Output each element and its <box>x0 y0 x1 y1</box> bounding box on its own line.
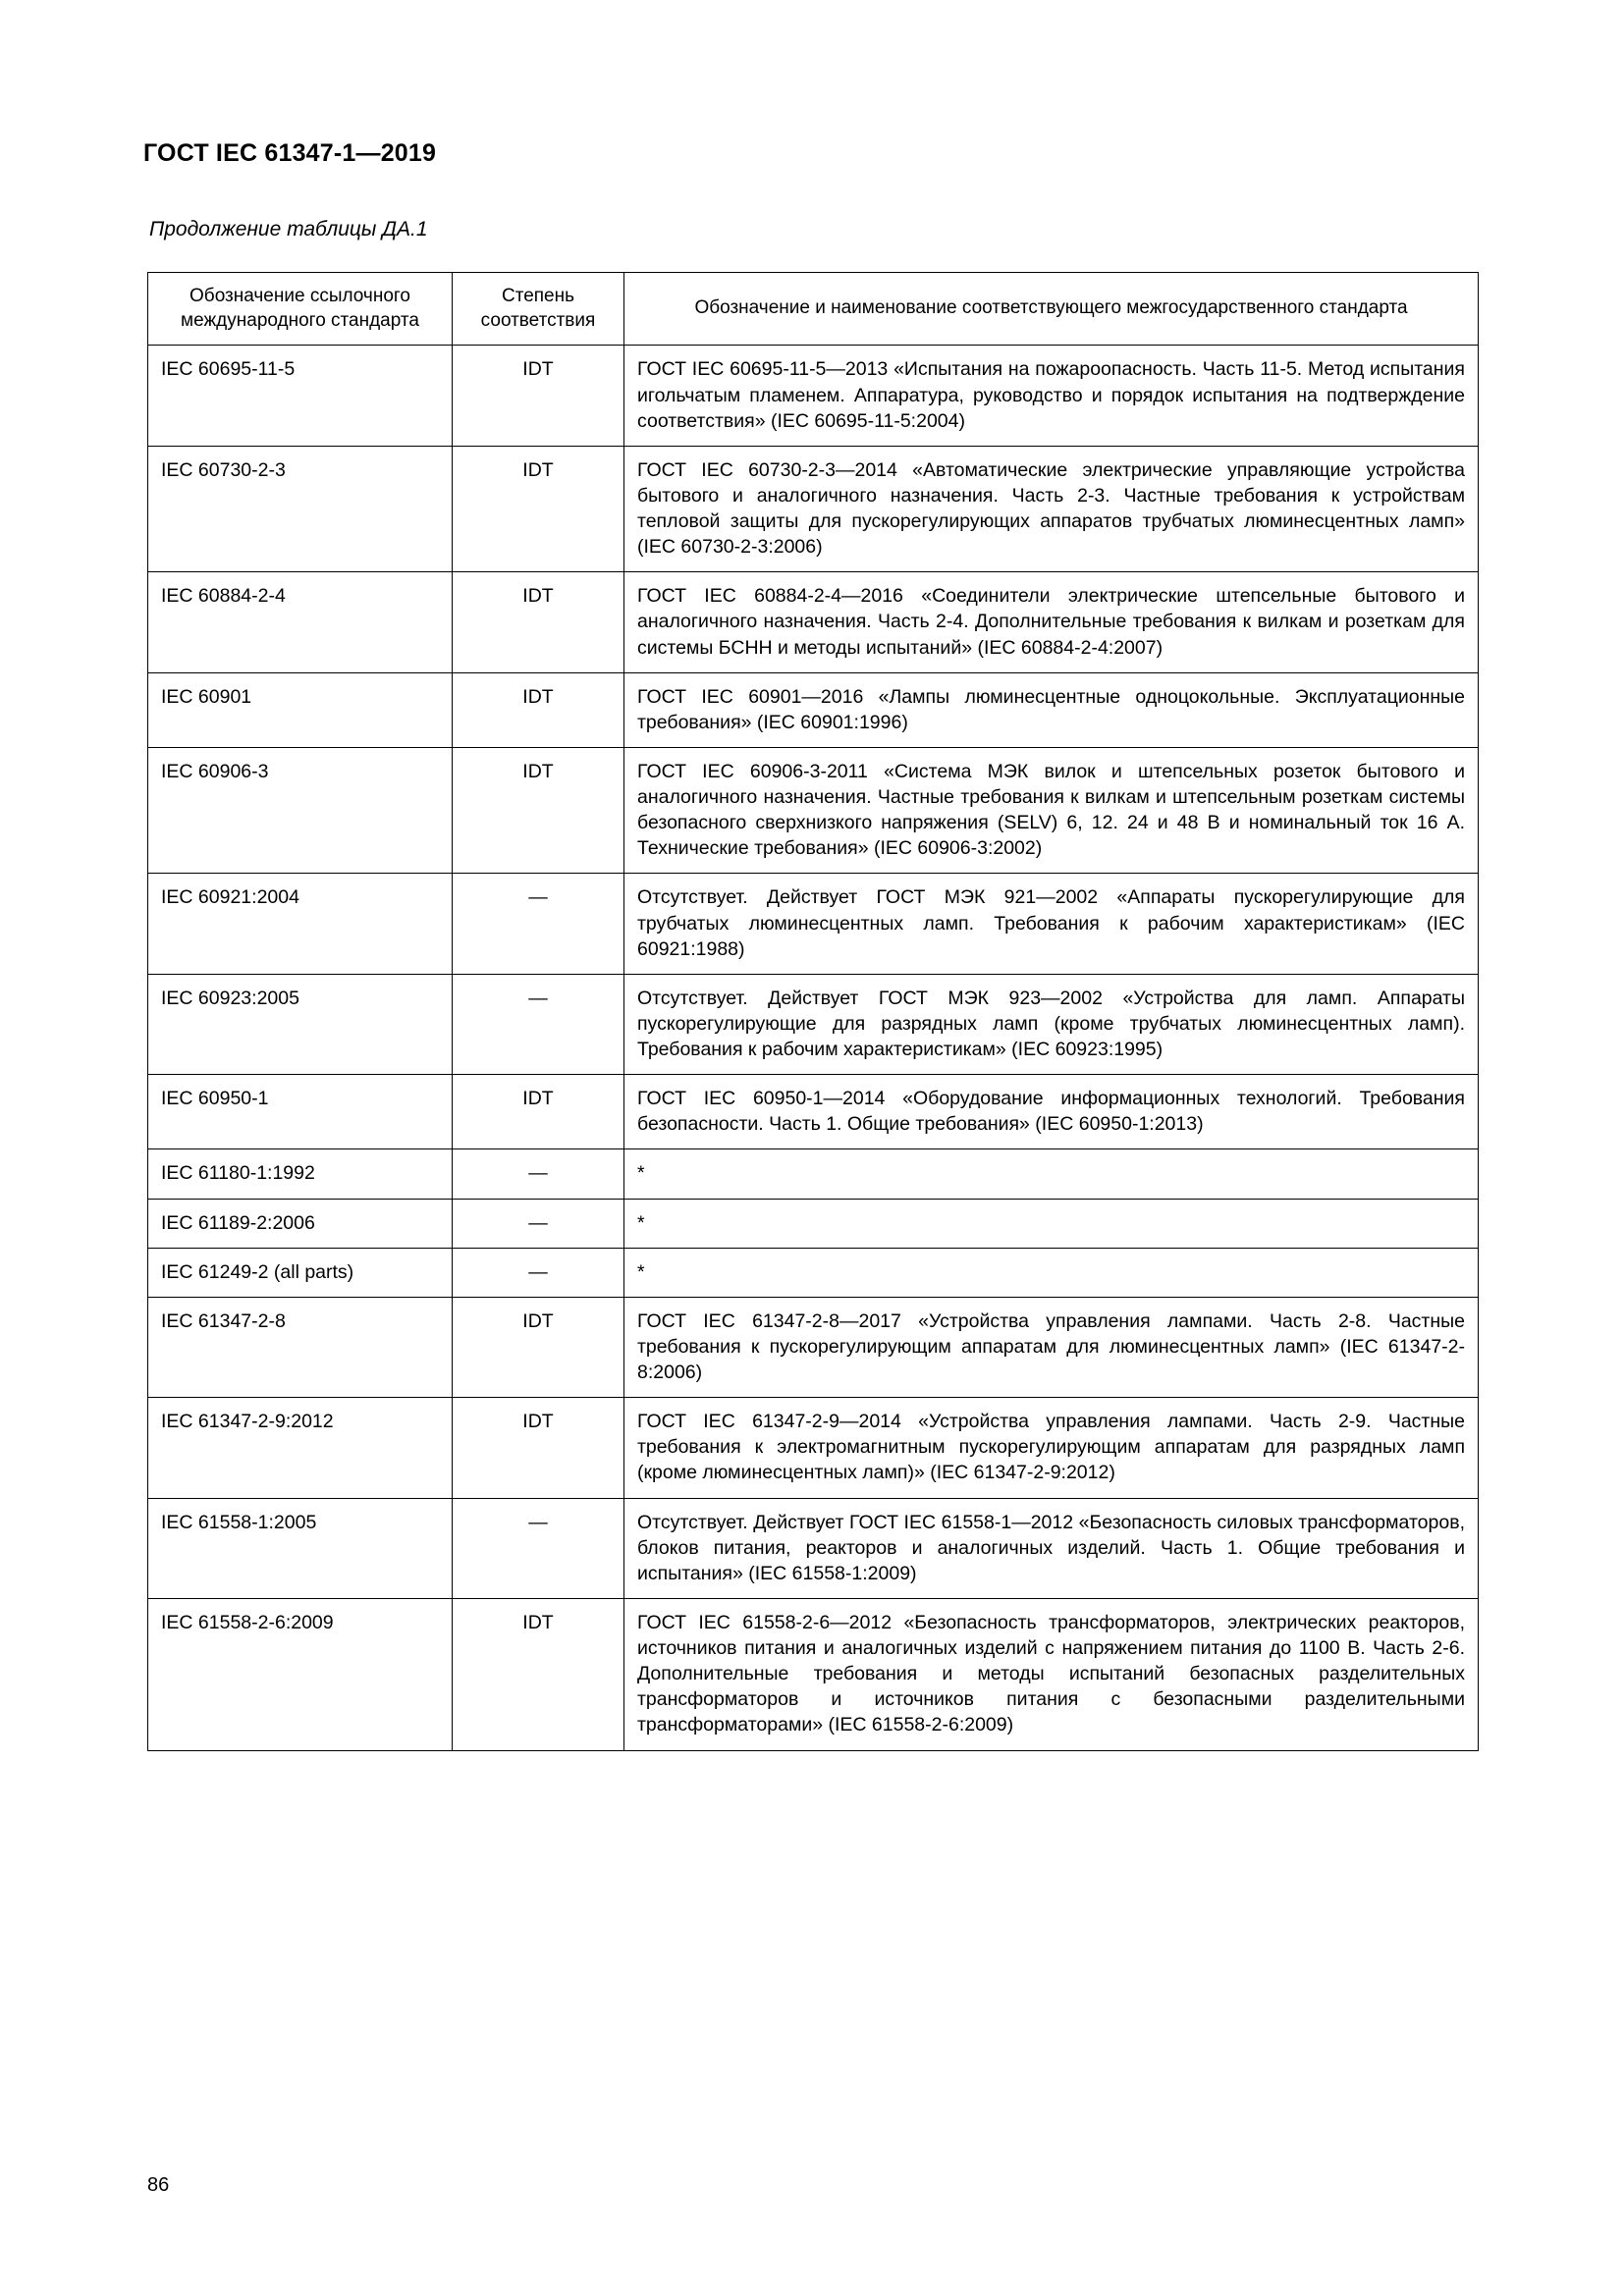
table-row <box>148 1149 1479 1199</box>
cell-degree: — <box>453 874 624 974</box>
table-caption: Продолжение таблицы ДА.1 <box>149 218 428 240</box>
cell-degree: — <box>453 1248 624 1297</box>
cell-degree: — <box>453 974 624 1074</box>
column-header-reference: Обозначение ссылочного международного стандарта <box>148 273 453 346</box>
table-row <box>148 672 1479 747</box>
cell-reference: IEC 61558-2-6:2009 <box>148 1598 453 1750</box>
cell-reference: IEC 60730-2-3 <box>148 446 453 572</box>
cell-degree: IDT <box>453 572 624 672</box>
table-row <box>148 572 1479 672</box>
cell-reference: IEC 61558-1:2005 <box>148 1498 453 1598</box>
table-body <box>148 346 1479 1750</box>
cell-designation: ГОСТ IEC 61347-2-9—2014 «Устройства управления лампами. Часть 2-9. Частные требования к электромагнитным пускорегулирующим аппаратам для разрядных ламп (кроме люминесцентных ламп)» (IEC 61347-2-9:2012) <box>624 1398 1479 1498</box>
cell-reference: IEC 60921:2004 <box>148 874 453 974</box>
cell-reference: IEC 61249-2 (all parts) <box>148 1248 453 1297</box>
cell-reference: IEC 61347-2-8 <box>148 1297 453 1397</box>
table-row <box>148 1297 1479 1397</box>
cell-reference: IEC 60884-2-4 <box>148 572 453 672</box>
table-row <box>148 1498 1479 1598</box>
cell-designation: Отсутствует. Действует ГОСТ МЭК 923—2002 «Устройства для ламп. Аппараты пускорегулирующие для разрядных ламп (кроме трубчатых люминесцентных ламп). Требования к рабочим характеристикам» (IEC 60923:1995) <box>624 974 1479 1074</box>
table-row <box>148 974 1479 1074</box>
cell-designation: * <box>624 1199 1479 1248</box>
table-row <box>148 1598 1479 1750</box>
cell-reference: IEC 60906-3 <box>148 747 453 874</box>
cell-degree: IDT <box>453 346 624 446</box>
cell-degree: IDT <box>453 1075 624 1149</box>
cell-reference: IEC 60901 <box>148 672 453 747</box>
cell-reference: IEC 61347-2-9:2012 <box>148 1398 453 1498</box>
table-row <box>148 446 1479 572</box>
cell-designation: ГОСТ IEC 60901—2016 «Лампы люминесцентные одноцокольные. Эксплуатационные требования» (IEC 60901:1996) <box>624 672 1479 747</box>
cell-degree: IDT <box>453 747 624 874</box>
table-row <box>148 874 1479 974</box>
cell-designation: ГОСТ IEC 61347-2-8—2017 «Устройства управления лампами. Часть 2-8. Частные требования к пускорегулирующим аппаратам для люминесцентных ламп» (IEC 61347-2-8:2006) <box>624 1297 1479 1397</box>
table-row <box>148 1075 1479 1149</box>
cell-degree: — <box>453 1498 624 1598</box>
table-row <box>148 346 1479 446</box>
cell-degree: IDT <box>453 672 624 747</box>
cell-reference: IEC 61180-1:1992 <box>148 1149 453 1199</box>
cell-reference: IEC 60923:2005 <box>148 974 453 1074</box>
cell-degree: IDT <box>453 1297 624 1397</box>
cell-designation: ГОСТ IEC 60695-11-5—2013 «Испытания на пожароопасность. Часть 11-5. Метод испытания игольчатым пламенем. Аппаратура, руководство и порядок испытания на подтверждение соответствия» (IEC 60695-11-5:2004) <box>624 346 1479 446</box>
cell-degree: IDT <box>453 1398 624 1498</box>
table-header <box>148 273 1479 346</box>
table-header-row <box>148 273 1479 346</box>
cell-degree: IDT <box>453 446 624 572</box>
cell-designation: ГОСТ IEC 60906-3-2011 «Система МЭК вилок и штепсельных розеток бытового и аналогичного назначения. Частные требования к вилкам и штепсельным розеткам системы безопасного сверхнизкого напряжения (SELV) 6, 12. 24 и 48 В и номинальный ток 16 А. Технические требования» (IEC 60906-3:2002) <box>624 747 1479 874</box>
cell-designation: Отсутствует. Действует ГОСТ МЭК 921—2002 «Аппараты пускорегулирующие для трубчатых люминесцентных ламп. Требования к рабочим характеристикам» (IEC 60921:1988) <box>624 874 1479 974</box>
table-row <box>148 1248 1479 1297</box>
table-row <box>148 1398 1479 1498</box>
table-row <box>148 747 1479 874</box>
cell-designation: * <box>624 1149 1479 1199</box>
reference-standards-table <box>147 272 1479 1751</box>
cell-designation: Отсутствует. Действует ГОСТ IEC 61558-1—2012 «Безопасность силовых трансформаторов, блоков питания, реакторов и аналогичных изделий. Часть 1. Общие требования и испытания» (IEC 61558-1:2009) <box>624 1498 1479 1598</box>
document-header: ГОСТ IEC 61347-1—2019 <box>143 139 437 167</box>
cell-degree: IDT <box>453 1598 624 1750</box>
cell-designation: ГОСТ IEC 60884-2-4—2016 «Соединители электрические штепсельные бытового и аналогичного назначения. Часть 2-4. Дополнительные требования к вилкам и розеткам для системы БСНН и методы испытаний» (IEC 60884-2-4:2007) <box>624 572 1479 672</box>
cell-degree: — <box>453 1149 624 1199</box>
cell-degree: — <box>453 1199 624 1248</box>
column-header-degree: Степень соответствия <box>453 273 624 346</box>
cell-designation: * <box>624 1248 1479 1297</box>
cell-designation: ГОСТ IEC 60730-2-3—2014 «Автоматические электрические управляющие устройства бытового и аналогичного назначения. Часть 2-3. Частные требования к устройствам тепловой защиты для пускорегулирующих аппаратов трубчатых люминесцентных ламп» (IEC 60730-2-3:2006) <box>624 446 1479 572</box>
column-header-designation: Обозначение и наименование соответствующего межгосударственного стандарта <box>624 273 1479 346</box>
cell-reference: IEC 60695-11-5 <box>148 346 453 446</box>
table-row <box>148 1199 1479 1248</box>
cell-designation: ГОСТ IEC 60950-1—2014 «Оборудование информационных технологий. Требования безопасности. Часть 1. Общие требования» (IEC 60950-1:2013) <box>624 1075 1479 1149</box>
cell-reference: IEC 60950-1 <box>148 1075 453 1149</box>
cell-designation: ГОСТ IEC 61558-2-6—2012 «Безопасность трансформаторов, электрических реакторов, источников питания и аналогичных изделий с напряжением питания до 1100 В. Часть 2-6. Дополнительные требования и методы испытаний безопасных разделительных трансформаторов и источников питания с безопасными разделительными трансформаторами» (IEC 61558-2-6:2009) <box>624 1598 1479 1750</box>
page-number: 86 <box>147 2174 170 2196</box>
cell-reference: IEC 61189-2:2006 <box>148 1199 453 1248</box>
